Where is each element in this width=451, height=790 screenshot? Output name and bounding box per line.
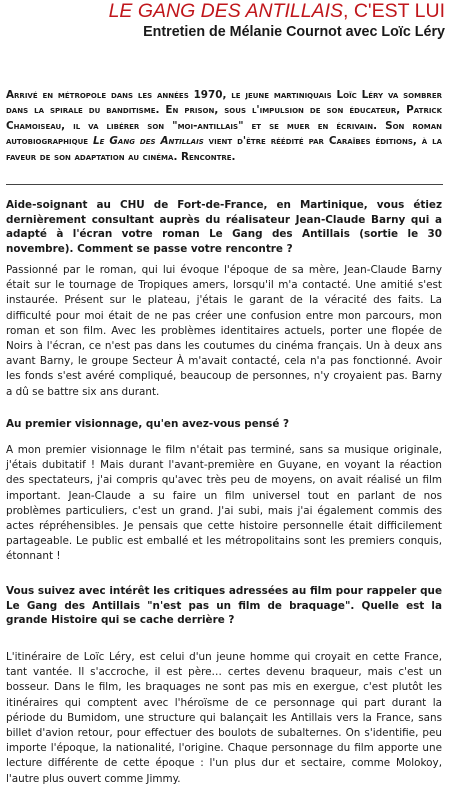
interview-question-3: Vous suivez avec intérêt les critiques adressées au film pour rappeler que Le Gang des Antillais "n'est pas un film de braquage". Quelle est la grande Histoire qui se cache derrière ? — [6, 585, 442, 626]
section-divider — [6, 184, 443, 185]
film-title: LE GANG DES ANTILLAIS — [108, 0, 344, 22]
interview-answer-2: A mon premier visionnage le film n'était pas terminé, sans sa musique originale, j'étais dubitatif ! Mais durant l'avant-première en Guyane, en voyant la réaction des spectateurs, j'ai compris qu'avec très peu de moyens, on avait réalisé un film important. Jean-Claude a su faire un film universel tout en parlant de nos problèmes particuliers, c'est un grand. J'ai subi, mais j'ai également commis des actes répréhensibles. Je pensais que cette histoire personnelle était difficilement partageable. Le public est emballé et les métropolitains sont les premiers conquis, étonnant ! — [6, 444, 442, 563]
interview-answer-3: L'itinéraire de Loïc Léry, est celui d'un jeune homme qui croyait en cette France, tant vantée. Il s'accroche, il est père… certes devenu braqueur, mais c'est un bosseur. Dans le film, les braquages ne sont pas mis en exergue, c'est plutôt les itinéraires qui comptent avec l'héroïsme de ce personnage qui part durant la période du Bumidom, une structure qui balançait les Antillais vers la France, sans billet d'avion retour, pour effectuer des boulots de subalternes. On s'identifie, peu importe l'époque, la nationalité, l'origine. Chaque personnage du film apporte une lecture différente de cette époque : l'un plus dur et sectaire, comme Molokoy, l'autre plus ouvert comme Jimmy. — [6, 651, 442, 785]
lead-book-title: Le Gang des Antillais — [93, 135, 204, 148]
article-title — [109, 1, 445, 22]
title-suffix: , C'EST LUI — [343, 0, 445, 22]
interview-question-2: Au premier visionnage, qu'en avez-vous pensé ? — [6, 418, 290, 430]
interview-question-1: Aide-soignant au CHU de Fort-de-France, en Martinique, vous étiez dernièrement consultant auprès du réalisateur Jean-Claude Barny qui a adapté à l'écran votre roman Le Gang des Antillais (sortie le 30 novembre). Comment se passe votre rencontre ? — [6, 199, 442, 255]
article-lead — [6, 88, 442, 165]
lead-part-1: Arrivé en métropole dans les années 1970, le jeune martiniquais Loïc Léry va sombrer dans la spirale du banditisme. En prison, sous l'impulsion de son éducateur, Patrick Chamoiseau, il va libérer son "moi-antillais" et se muer en écrivain. Son roman autobiographique — [6, 89, 442, 148]
interview-answer-1: Passionné par le roman, qui lui évoque l'époque de sa mère, Jean-Claude Barny était sur le tournage de Tropiques amers, lorsqu'il m'a contacté. Une amitié s'est instaurée. Présent sur le plateau, j'étais le garant de la véracité des faits. La difficulté pour moi était de ne pas créer une confusion entre mon parcours, mon roman et son film. Avec les problèmes identitaires actuels, porter une flopée de Noirs à l'écran, ce n'est pas dans les coutumes du cinéma français. Un à deux ans avant Barny, le groupe Secteur À m'avait contacté, cela n'a pas fonctionné. Avoir les fonds s'est avéré compliqué, beaucoup de personnes, n'y croyaient pas. Barny a dû se battre six ans durant. — [6, 264, 442, 398]
lead-part-2: vient d'être réédité par Caraïbes éditions, à la faveur de son adaptation au cinéma. Rencontre. — [6, 135, 443, 163]
article-subtitle: Entretien de Mélanie Cournot avec Loïc Léry — [143, 24, 445, 40]
